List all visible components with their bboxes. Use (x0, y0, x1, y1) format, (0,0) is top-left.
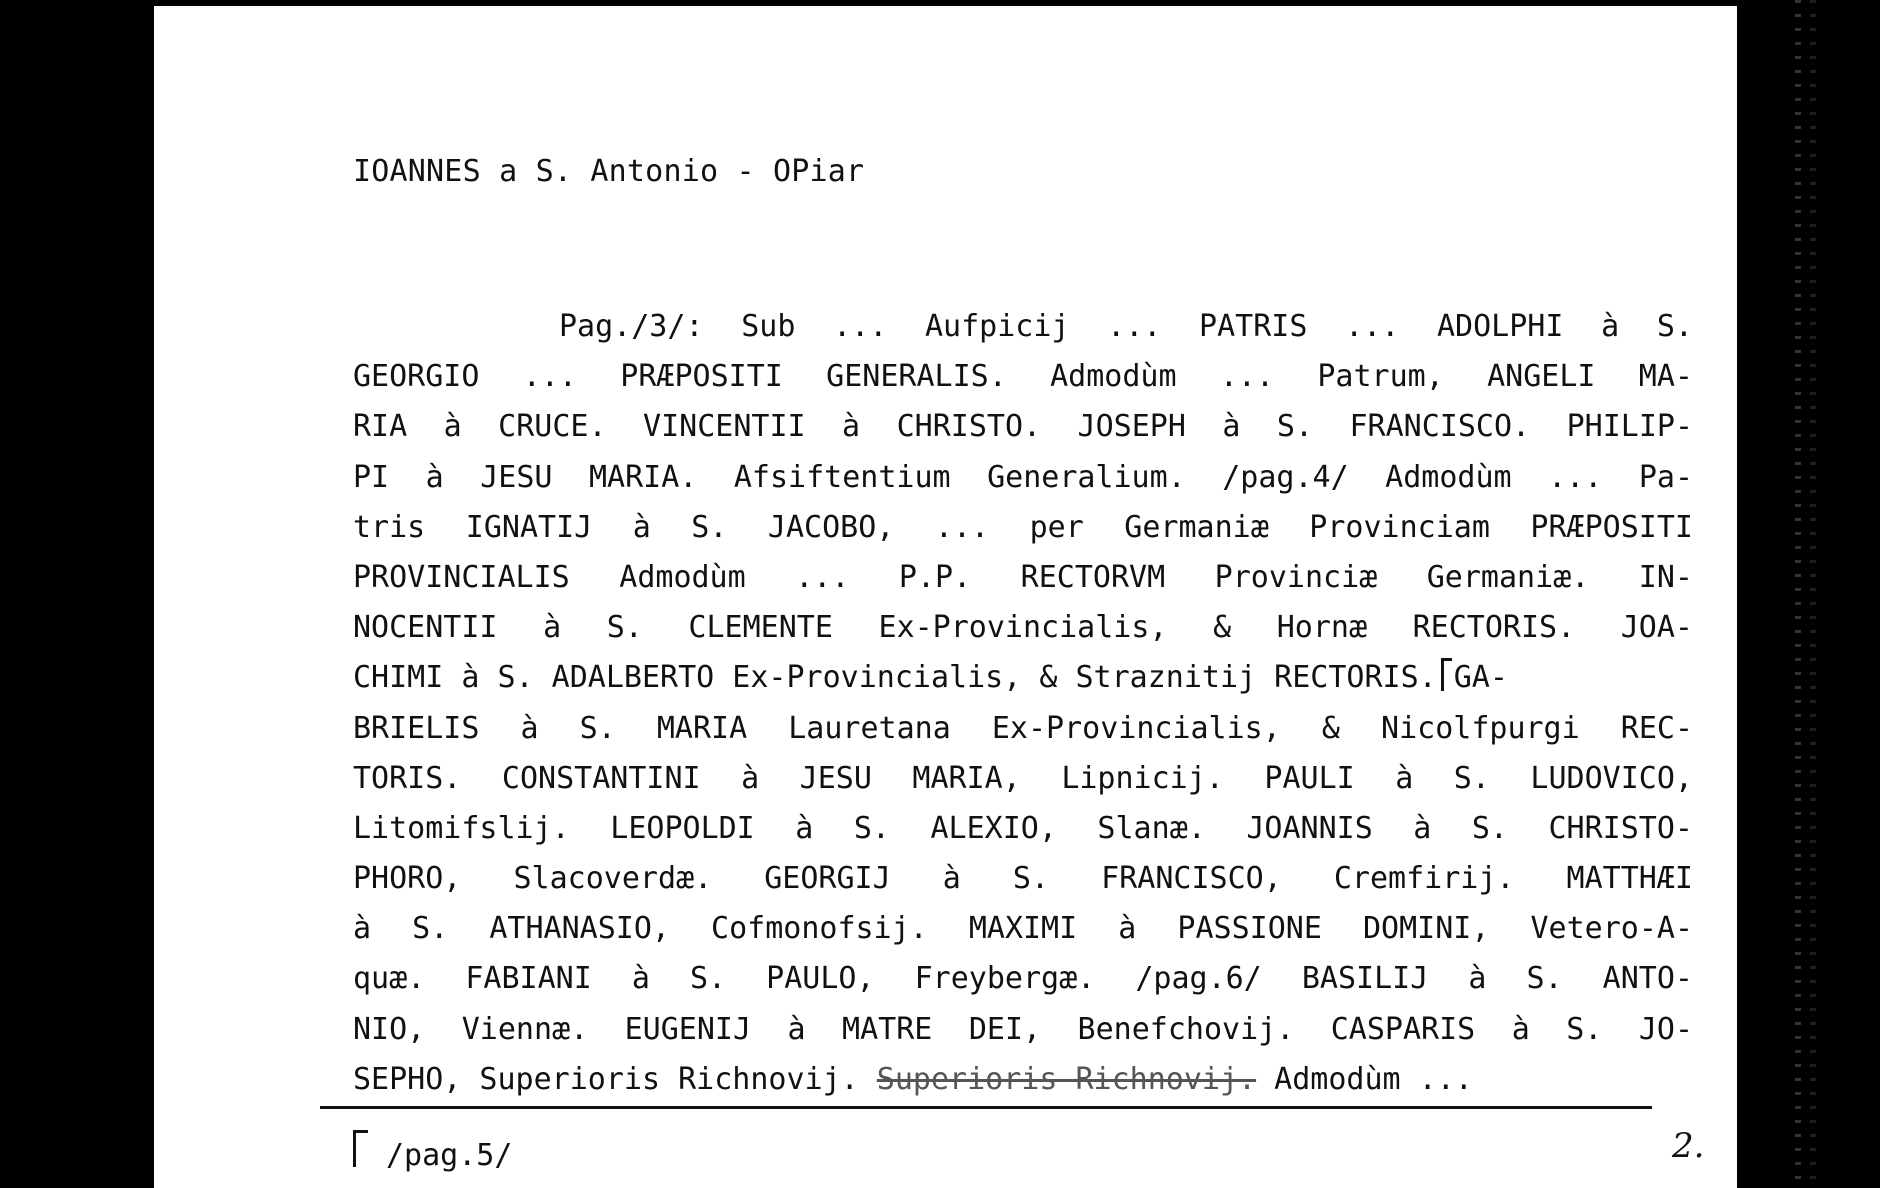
body-line: à S. ATHANASIO, Cofmonofsij. MAXIMI à PASSIONE DOMINI, Vetero-A- (353, 911, 1693, 947)
body-line: tris IGNATIJ à S. JACOBO, ... per Germaniæ Provinciam PRÆPOSITI (353, 509, 1693, 545)
body-line-text: CHIMI à S. ADALBERTO Ex-Provincialis, & Straznitij RECTORIS. (353, 660, 1437, 696)
scan-edge-marks (1795, 0, 1801, 1188)
body-line: NIO, Viennæ. EUGENIJ à MATRE DEI, Benefchovij. CASPARIS à S. JO- (353, 1011, 1693, 1047)
body-line-tail: GA- (1453, 660, 1508, 696)
body-line-text: SEPHO, Superioris Richnovij. (353, 1061, 859, 1097)
body-line: quæ. FABIANI à S. PAULO, Freybergæ. /pag.6/ BASILIJ à S. ANTO- (353, 961, 1693, 997)
footnote (353, 1130, 512, 1173)
body-line: PI à JESU MARIA. Afsiftentium Generalium. /pag.4/ Admodùm ... Pa- (353, 459, 1693, 495)
card-body (353, 302, 1693, 1105)
footnote-rule (320, 1106, 1652, 1109)
body-line: GEORGIO ... PRÆPOSITI GENERALIS. Admodùm ... Patrum, ANGELI MA- (353, 359, 1693, 395)
body-line-tail: Admodùm ... (1274, 1061, 1473, 1097)
body-line-final (353, 1055, 1693, 1105)
body-line: PROVINCIALIS Admodùm ... P.P. RECTORVM Provinciæ Germaniæ. IN- (353, 559, 1693, 595)
struck-text: Superioris Richnovij. (876, 1061, 1257, 1097)
scan-edge-marks-2 (1810, 0, 1816, 1188)
body-line: TORIS. CONSTANTINI à JESU MARIA, Lipnicij. PAULI à S. LUDOVICO, (353, 760, 1693, 796)
card-heading: IOANNES a S. Antonio - OPiar (353, 154, 865, 189)
body-line: RIA à CRUCE. VINCENTII à CHRISTO. JOSEPH à S. FRANCISCO. PHILIP- (353, 409, 1693, 445)
body-line: Pag./3/: Sub ... Aufpicij ... PATRIS ... ADOLPHI à S. (559, 309, 1693, 344)
body-line: BRIELIS à S. MARIA Lauretana Ex-Provincialis, & Nicolfpurgi REC- (353, 710, 1693, 746)
scan-edge (1737, 0, 1880, 1188)
body-line: Litomifslij. LEOPOLDI à S. ALEXIO, Slanæ. JOANNIS à S. CHRISTO- (353, 810, 1693, 846)
insertion-bracket-icon (353, 1130, 368, 1167)
body-line: PHORO, Slacoverdæ. GEORGIJ à S. FRANCISCO, Cremfirij. MATTHÆI (353, 861, 1693, 897)
body-line: NOCENTII à S. CLEMENTE Ex-Provincialis, & Hornæ RECTORIS. JOA- (353, 610, 1693, 646)
body-line-with-bracket (353, 653, 1693, 703)
insertion-bracket-icon (1441, 658, 1452, 691)
footnote-text: /pag.5/ (386, 1138, 513, 1173)
page-number: 2. (1672, 1126, 1705, 1166)
